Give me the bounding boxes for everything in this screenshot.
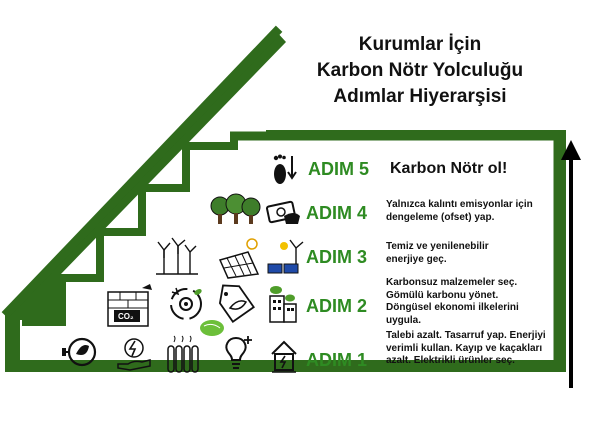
trees-icon [211, 194, 260, 224]
step-1-text: Talebi azalt. Tasarruf yap. Enerjiyi verimli kullan. Kayıp ve kaçakları azalt. Elektrikli ürünler seç. [386, 330, 546, 366]
title-line-1: Kurumlar İçin [358, 34, 482, 55]
title-line-3: Adımlar Hiyerarşisi [333, 86, 507, 107]
step-4-text: Yalnızca kalıntı emisyonlar için dengeleme (ofset) yap. [386, 199, 533, 223]
green-building-icon [270, 286, 296, 322]
solar-panel-icon [220, 239, 258, 278]
payment-icon [267, 201, 300, 224]
step-2-label: ADIM 2 [306, 296, 368, 316]
title-line-2: Karbon Nötr Yolculuğu [316, 60, 524, 81]
step-1-label: ADIM 1 [306, 350, 368, 370]
footprint-down-icon [274, 155, 296, 185]
step-4-label: ADIM 4 [306, 203, 368, 223]
eco-tag-icon [217, 283, 257, 324]
step-5-text: Karbon Nötr ol! [390, 160, 508, 177]
wind-turbines-icon [156, 238, 198, 274]
step-3-label: ADIM 3 [306, 247, 368, 267]
leaf-bulb-icon [200, 320, 224, 336]
co2-label: CO₂ [118, 312, 134, 321]
page-title [300, 32, 540, 110]
solar-wind-icon [268, 240, 303, 273]
step-3-text: Temiz ve yenilenebilir enerjiye geç. [386, 241, 489, 265]
circular-economy-icon [171, 288, 203, 319]
step-5-label: ADIM 5 [308, 159, 370, 179]
step-2-text: Karbonsuz malzemeler seç. Gömülü karbonu yönet. Döngüsel ekonomi ilkelerini uygula. [386, 277, 519, 326]
